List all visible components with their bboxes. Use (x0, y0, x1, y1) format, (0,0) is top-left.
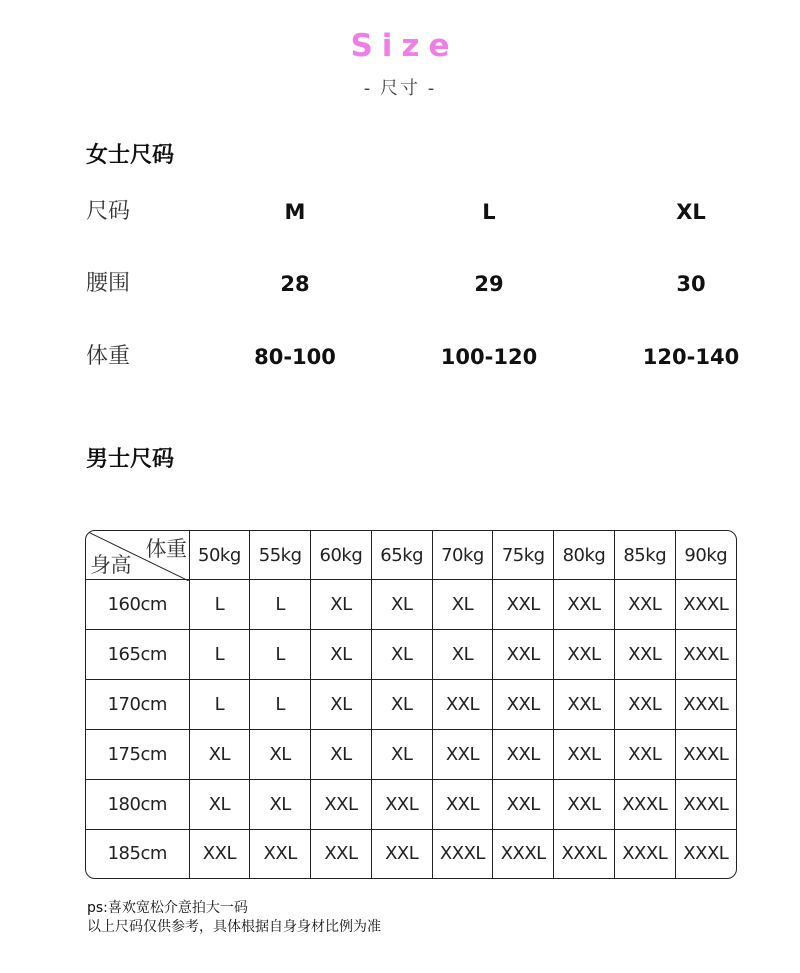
size-cell: L (189, 680, 250, 730)
size-cell: XL (311, 680, 372, 730)
weight-header-cell: 75kg (493, 531, 554, 580)
weight-header-cell: 50kg (189, 531, 250, 580)
height-label-cell: 180cm (86, 779, 189, 829)
size-cell: XXL (493, 779, 554, 829)
size-cell: L (189, 630, 250, 680)
header-row (86, 531, 736, 580)
size-cell: XXL (432, 779, 493, 829)
weight-header-cell: 70kg (432, 531, 493, 580)
women-row-size (0, 192, 800, 232)
height-label-cell: 170cm (86, 680, 189, 730)
table-row (86, 779, 736, 829)
size-cell: L (250, 580, 311, 630)
size-cell: XXL (493, 580, 554, 630)
size-cell: XXL (493, 680, 554, 730)
size-cell: XXL (554, 779, 615, 829)
size-cell: XXL (493, 729, 554, 779)
size-cell: XXL (371, 779, 432, 829)
size-cell: L (250, 630, 311, 680)
page-subtitle: - 尺寸 - (363, 78, 437, 99)
height-label-cell: 165cm (86, 630, 189, 680)
men-size-grid (86, 531, 736, 878)
size-cell: XXXL (675, 580, 736, 630)
size-cell: XL (371, 580, 432, 630)
men-section-title: 男士尺码 (86, 447, 175, 472)
size-cell: XL (250, 779, 311, 829)
size-cell: XL (432, 580, 493, 630)
table-row (86, 829, 736, 878)
size-cell: XXL (554, 729, 615, 779)
weight-header-cell: 55kg (250, 531, 311, 580)
table-cell: 120-140 (642, 345, 740, 369)
size-cell: XXL (189, 829, 250, 878)
women-section-title: 女士尺码 (86, 143, 175, 168)
weight-header-cell: 90kg (675, 531, 736, 580)
size-cell: XL (371, 729, 432, 779)
height-label-cell: 175cm (86, 729, 189, 779)
note-line-1: ps:喜欢宽松介意拍大一码 (87, 900, 248, 916)
size-cell: XL (311, 630, 372, 680)
women-row-weight (0, 337, 800, 377)
corner-cell (86, 531, 189, 580)
size-cell: XL (189, 729, 250, 779)
table-cell: 28 (280, 272, 310, 296)
size-cell: XXXL (675, 829, 736, 878)
size-cell: XL (311, 729, 372, 779)
size-cell: XXL (614, 680, 675, 730)
size-cell: XL (250, 729, 311, 779)
corner-top-label: 体重 (145, 537, 187, 561)
size-cell: XL (189, 779, 250, 829)
size-cell: XXL (250, 829, 311, 878)
size-cell: XXXL (493, 829, 554, 878)
table-row (86, 680, 736, 730)
table-row (86, 580, 736, 630)
size-cell: XXXL (614, 779, 675, 829)
row-label: 腰围 (86, 271, 131, 296)
size-cell: XXL (371, 829, 432, 878)
table-cell: 80-100 (254, 345, 336, 369)
size-cell: XL (371, 630, 432, 680)
table-cell: M (284, 200, 306, 224)
table-row (86, 729, 736, 779)
table-cell: L (482, 200, 496, 224)
table-row (86, 630, 736, 680)
size-cell: XXL (493, 630, 554, 680)
size-cell: XL (311, 580, 372, 630)
size-cell: XL (432, 630, 493, 680)
table-cell: XL (676, 200, 706, 224)
size-cell: XXXL (675, 729, 736, 779)
row-label: 尺码 (86, 199, 131, 224)
height-label-cell: 185cm (86, 829, 189, 878)
row-label: 体重 (86, 344, 131, 369)
size-cell: XXL (614, 580, 675, 630)
table-cell: 30 (676, 272, 706, 296)
size-cell: XXL (554, 580, 615, 630)
table-cell: 29 (474, 272, 504, 296)
size-cell: XL (371, 680, 432, 730)
men-size-table (85, 530, 737, 879)
women-row-waist (0, 264, 800, 304)
corner-bottom-label: 身高 (90, 553, 131, 578)
size-cell: XXL (432, 680, 493, 730)
size-cell: XXL (432, 729, 493, 779)
size-cell: XXL (614, 630, 675, 680)
weight-header-cell: 65kg (371, 531, 432, 580)
size-cell: XXL (554, 630, 615, 680)
note-line-2: 以上尺码仅供参考，具体根据自身身材比例为准 (87, 919, 381, 935)
size-cell: XXXL (675, 779, 736, 829)
size-cell: XXXL (432, 829, 493, 878)
size-cell: XXXL (675, 680, 736, 730)
page-title: Size (350, 28, 459, 64)
size-cell: XXL (311, 779, 372, 829)
size-cell: L (189, 580, 250, 630)
size-cell: L (250, 680, 311, 730)
table-cell: 100-120 (440, 345, 538, 369)
size-cell: XXXL (614, 829, 675, 878)
size-cell: XXXL (554, 829, 615, 878)
height-label-cell: 160cm (86, 580, 189, 630)
weight-header-cell: 85kg (614, 531, 675, 580)
weight-header-cell: 60kg (311, 531, 372, 580)
weight-header-cell: 80kg (554, 531, 615, 580)
size-cell: XXL (554, 680, 615, 730)
size-cell: XXL (614, 729, 675, 779)
size-cell: XXL (311, 829, 372, 878)
size-cell: XXXL (675, 630, 736, 680)
